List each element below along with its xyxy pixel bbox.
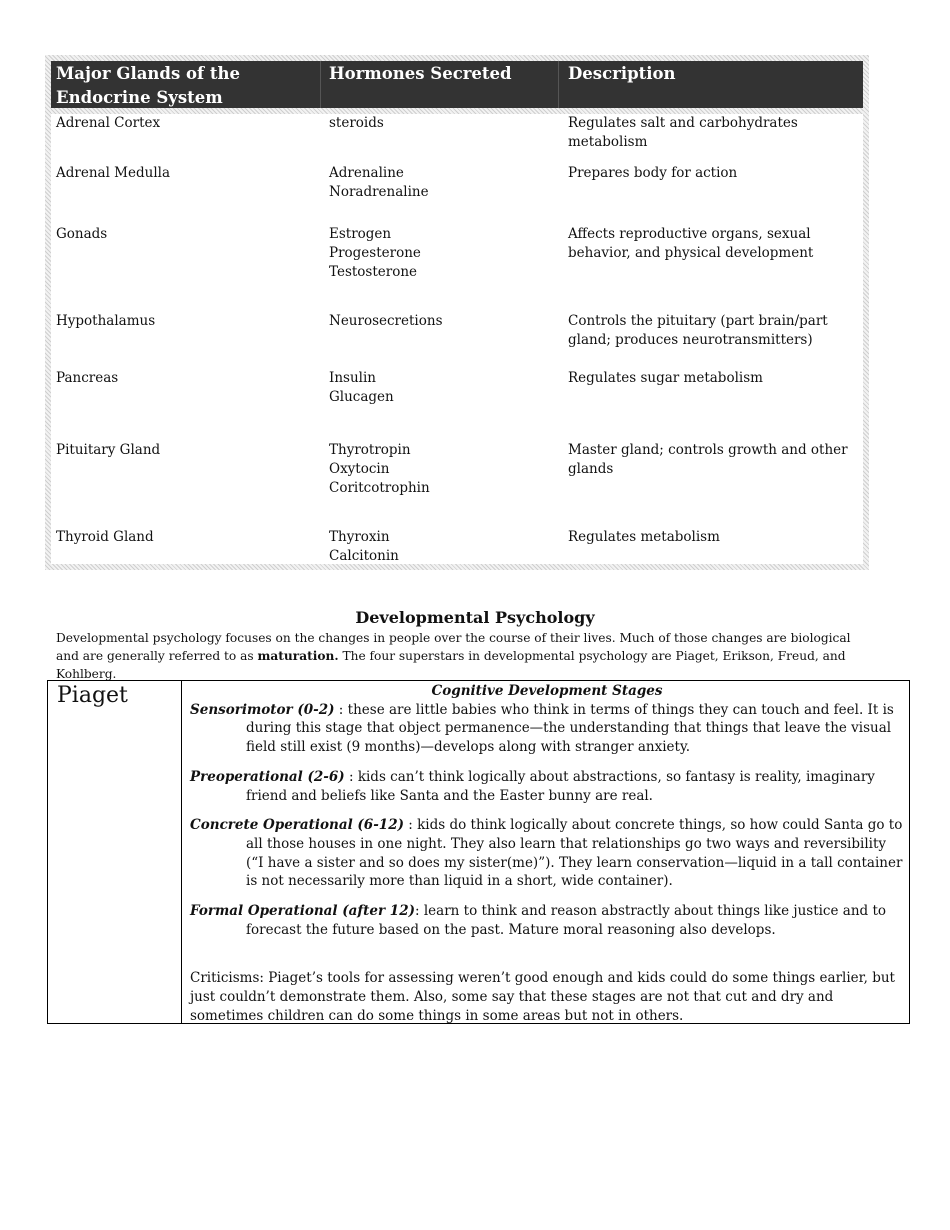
header-divider [558,61,559,108]
piaget-table [47,680,910,1024]
header-hormones: Hormones Secreted [329,64,512,83]
stage-concrete-operational [190,816,904,891]
hormone-name: Thyroxin [329,529,390,545]
column-divider [181,681,182,1023]
hormones-cell [329,441,430,498]
stages-heading: Cognitive Development Stages [431,683,663,699]
stage-name: Sensorimotor (0-2) [190,701,335,718]
intro-text: Developmental psychology focuses on the changes in people over the course of their lives. Much of those changes are biological and are generally referred to as [56,631,851,663]
description-line: Regulates salt and carbohydrates [568,115,798,131]
description-line: gland; produces neurotransmitters) [568,332,813,348]
hormone-name: Estrogen [329,226,392,242]
hormones-cell [329,164,429,202]
header-glands-line-1: Major Glands of the [56,64,240,83]
description-line: behavior, and physical development [568,245,814,261]
description-cell [568,441,848,479]
header-divider [320,61,321,108]
hormone-name: Glucagen [329,389,394,405]
hormone-name: Progesterone [329,245,421,261]
hormone-name: Calcitonin [329,548,399,564]
hormone-name: Oxytocin [329,461,390,477]
description-line: Prepares body for action [568,165,738,181]
description-cell [568,114,798,152]
stage-preoperational [190,768,904,805]
piaget-content [190,681,904,1026]
description-cell [568,164,737,183]
description-cell [568,312,828,350]
header-description: Description [568,64,676,83]
description-line: glands [568,461,614,477]
description-line: Affects reproductive organs, sexual [568,226,811,242]
criticism-paragraph: Criticisms: Piaget’s tools for assessing weren’t good enough and kids could do some things earlier, but just couldn’t demonstrate them. Also, some say that these stages are not that cut and dry and sometimes children can do some things in some areas but not in others. [190,970,895,1024]
gland-name: Hypothalamus [56,313,156,329]
description-line: Regulates sugar metabolism [568,370,763,386]
stage-formal-operational [190,902,904,939]
intro-bold-term: maturation. [257,649,339,663]
header-glands-line-2: Endocrine System [56,88,223,107]
gland-name: Adrenal Medulla [56,165,171,181]
endocrine-table-body [51,61,863,564]
gland-name: Thyroid Gland [56,529,154,545]
description-cell [568,369,763,388]
stage-text: learn to think and reason abstractly about things like justice and to forecast the future based on the past. Mature moral reasoning also develops. [246,903,887,938]
stage-sensorimotor [190,701,904,757]
stage-name: Preoperational (2-6) [190,768,345,785]
table-header-row [51,61,863,108]
section-title: Developmental Psychology [355,608,595,627]
intro-text-end: The four superstars in developmental psychology are Piaget, Erikson, Freud, and Kohlberg. [56,649,846,681]
intro-paragraph [56,629,856,683]
description-line: Master gland; controls growth and other [568,442,848,458]
theorist-name: Piaget [57,683,128,708]
endocrine-gland-table [45,55,869,570]
hormones-cell [329,312,443,331]
stage-separator: : [415,903,424,920]
description-cell [568,528,720,547]
description-line: Controls the pituitary (part brain/part [568,313,828,329]
stage-name: Concrete Operational (6-12) [190,817,404,834]
hormone-name: Noradrenaline [329,184,429,200]
stage-text: kids can’t think logically about abstractions, so fantasy is reality, imaginary friend and beliefs like Santa and the Easter bunny are real. [246,768,875,804]
hormones-cell [329,369,394,407]
hormones-cell [329,114,384,133]
hormone-name: Neurosecretions [329,313,443,329]
hormone-name: Testosterone [329,264,418,280]
hormones-cell [329,528,399,566]
stage-text: these are little babies who think in terms of things they can touch and feel. It is during this stage that object permanence—the understanding that things that leave the visual field still exist (9 months)—develops along with stranger anxiety. [246,701,894,756]
gland-name: Gonads [56,226,108,242]
gland-name: Adrenal Cortex [56,115,161,131]
hormones-cell [329,225,421,282]
hormone-name: Coritcotrophin [329,480,430,496]
hormone-name: Adrenaline [329,165,404,181]
hormone-name: Insulin [329,370,376,386]
description-line: metabolism [568,134,648,150]
stage-separator: : [334,701,348,718]
description-line: Regulates metabolism [568,529,720,545]
gland-name: Pancreas [56,370,119,386]
stage-text: kids do think logically about concrete things, so how could Santa go to all those houses in one night. They also learn that relationships go two ways and reversibility (“I have a sister and so does my sister(me)”). They learn conservation—liquid in a tall container is not necessarily more than liquid in a short, wide container). [246,817,903,890]
header-glands [56,61,316,108]
gland-name: Pituitary Gland [56,442,161,458]
hormone-name: Thyrotropin [329,442,411,458]
stage-name: Formal Operational (after 12) [190,903,415,920]
stage-separator: : [344,768,358,785]
description-cell [568,225,813,263]
hormone-name: steroids [329,115,384,131]
stage-separator: : [403,817,418,834]
